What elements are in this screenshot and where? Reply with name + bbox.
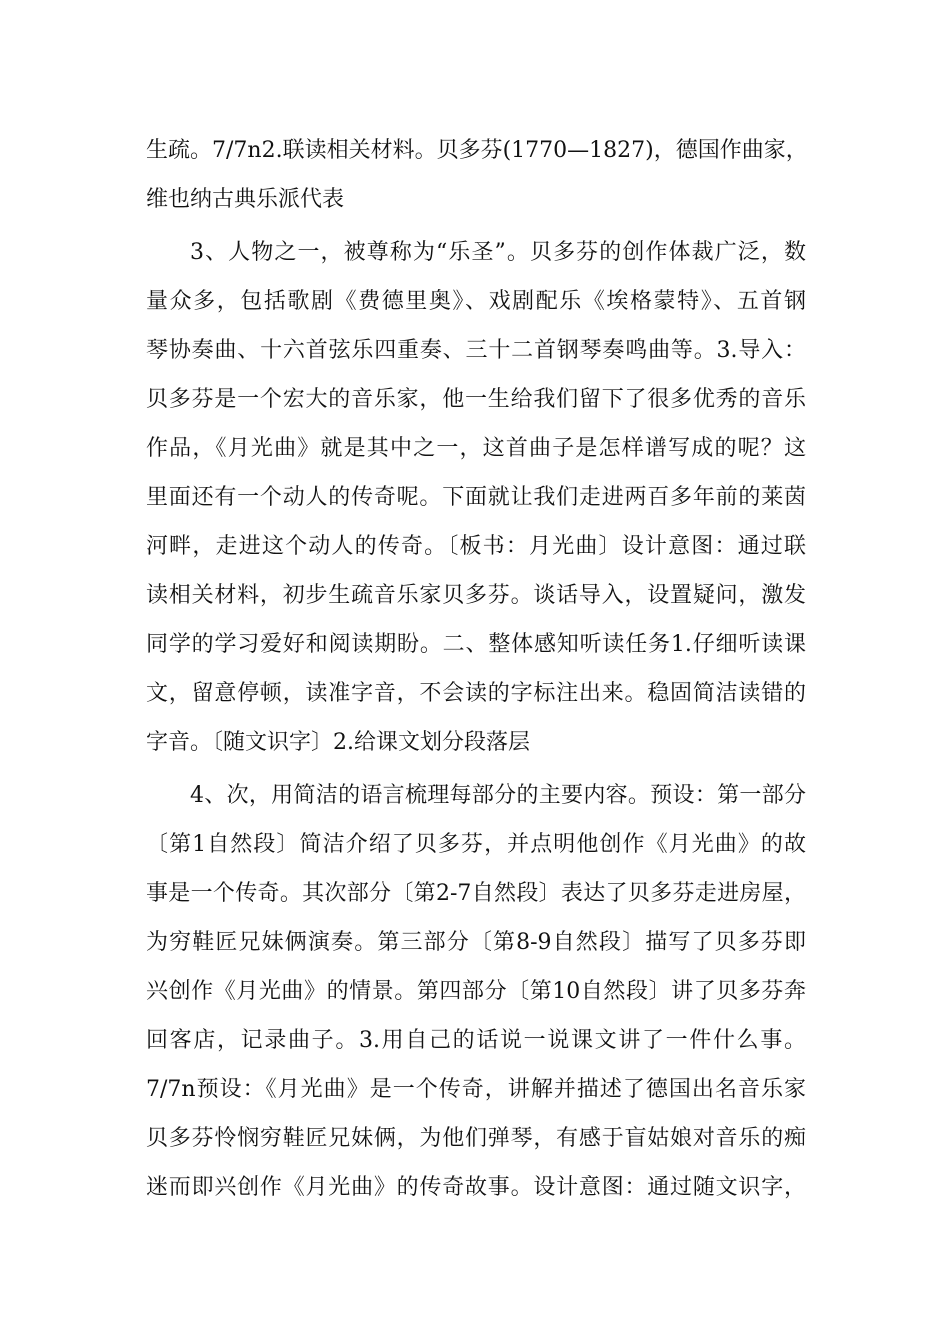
text-line: 琴协奏曲、十六首弦乐四重奏、三十二首钢琴奏鸣曲等。3.导入： [146,338,806,363]
text-line: 读相关材料，初步生疏音乐家贝多芬。谈话导入，设置疑问，激发 [146,583,806,608]
text-line: 为穷鞋匠兄妹俩演奏。第三部分〔第8-9自然段〕描写了贝多芬即 [146,930,806,955]
text-line: 维也纳古典乐派代表 [146,187,345,212]
text-line: 生疏。7/7n2.联读相关材料。贝多芬(1770—1827)，德国作曲家， [146,138,808,163]
text-line: 7/7n预设：《月光曲》是一个传奇，讲解并描述了德国出名音乐家 [146,1077,806,1102]
text-line: 兴创作《月光曲》的情景。第四部分〔第10自然段〕讲了贝多芬奔 [146,979,806,1004]
text-line: 贝多芬怜悯穷鞋匠兄妹俩，为他们弹琴，有感于盲姑娘对音乐的痴 [146,1126,806,1151]
text-line: 事是一个传奇。其次部分〔第2-7自然段〕表达了贝多芬走进房屋， [146,881,806,906]
text-line: 贝多芬是一个宏大的音乐家，他一生给我们留下了很多优秀的音乐 [146,387,806,412]
text-line: 里面还有一个动人的传奇呢。下面就让我们走进两百多年前的莱茵 [146,485,806,510]
text-line: 〔第1自然段〕简洁介绍了贝多芬，并点明他创作《月光曲》的故 [146,832,806,857]
text-line: 字音。〔随文识字〕2.给课文划分段落层 [146,730,530,755]
text-line: 河畔，走进这个动人的传奇。〔板书：月光曲〕设计意图：通过联 [146,534,806,559]
text-line: 同学的学习爱好和阅读期盼。二、整体感知听读任务1.仔细听读课 [146,632,806,657]
text-line: 文，留意停顿，读准字音，不会读的字标注出来。稳固简洁读错的 [146,681,806,706]
text-line: 4、次，用简洁的语言梳理每部分的主要内容。预设：第一部分 [190,783,806,808]
text-line: 回客店，记录曲子。3.用自己的话说一说课文讲了一件什么事。 [146,1028,806,1053]
text-line: 量众多，包括歌剧《费德里奥》、戏剧配乐《埃格蒙特》、五首钢 [146,289,806,314]
text-line: 迷而即兴创作《月光曲》的传奇故事。设计意图：通过随文识字， [146,1175,806,1200]
text-line: 作品，《月光曲》就是其中之一，这首曲子是怎样谱写成的呢？这 [146,436,806,461]
text-line: 3、人物之一，被尊称为“乐圣”。贝多芬的创作体裁广泛，数 [190,240,806,265]
